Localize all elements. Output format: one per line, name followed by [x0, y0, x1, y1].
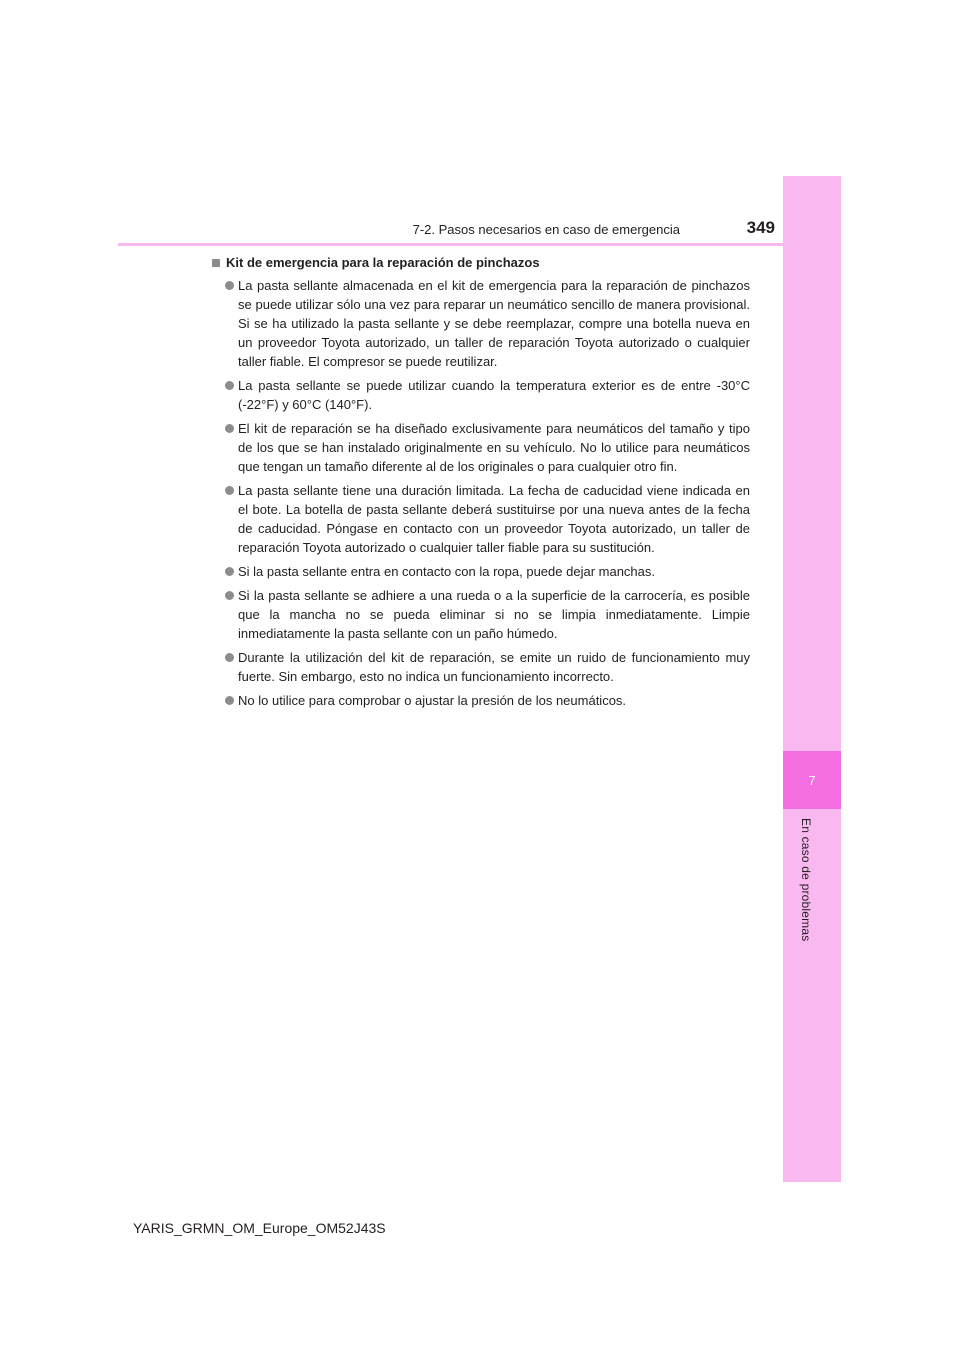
circle-bullet-icon	[225, 653, 234, 662]
circle-bullet-icon	[225, 567, 234, 576]
circle-bullet-icon	[225, 696, 234, 705]
circle-bullet-icon	[225, 281, 234, 290]
list-item: La pasta sellante se puede utilizar cuando la temperatura exterior es de entre -30°C (-22°F) y 60°C (140°F).	[211, 376, 750, 414]
document-code: YARIS_GRMN_OM_Europe_OM52J43S	[133, 1220, 386, 1236]
page-number: 349	[746, 218, 775, 237]
list-item: No lo utilice para comprobar o ajustar la presión de los neumáticos.	[211, 691, 750, 710]
list-item: La pasta sellante tiene una duración limitada. La fecha de caducidad viene indicada en el bote. La botella de pasta sellante deberá sustituirse por una nueva antes de la fecha de caducidad. Póngase en contacto con un proveedor Toyota autorizado, un taller de reparación Toyota autorizado o cualquier taller fiable para su sustitución.	[211, 481, 750, 557]
list-item: La pasta sellante almacenada en el kit de emergencia para la reparación de pinchazos se puede utilizar sólo una vez para reparar un neumático sencillo de manera provisional. Si se ha utilizado la pasta sellante y se debe reemplazar, compre una botella nueva en un proveedor Toyota autorizado, un taller de reparación Toyota autorizado o cualquier taller fiable. El compresor se puede reutilizar.	[211, 276, 750, 371]
circle-bullet-icon	[225, 591, 234, 600]
list-item: El kit de reparación se ha diseñado exclusivamente para neumáticos del tamaño y tipo de los que se han instalado originalmente en su vehículo. No lo utilice para neumáticos que tengan un tamaño diferente al de los originales o para cualquier otro fin.	[211, 419, 750, 476]
circle-bullet-icon	[225, 381, 234, 390]
list-item: Durante la utilización del kit de reparación, se emite un ruido de funcionamiento muy fuerte. Sin embargo, esto no indica un funcionamiento incorrecto.	[211, 648, 750, 686]
list-item: Si la pasta sellante se adhiere a una rueda o a la superficie de la carrocería, es posible que la mancha no se pueda eliminar si no se limpia inmediatamente. Limpie inmediatamente la pasta sellante con un paño húmedo.	[211, 586, 750, 643]
chapter-side-tab	[783, 176, 841, 1182]
square-bullet-icon	[212, 259, 220, 267]
section-title: 7-2. Pasos necesarios en caso de emergencia	[412, 222, 680, 237]
section-heading-text: Kit de emergencia para la reparación de pinchazos	[226, 255, 540, 270]
header-divider	[118, 243, 841, 246]
list-item: Si la pasta sellante entra en contacto con la ropa, puede dejar manchas.	[211, 562, 750, 581]
circle-bullet-icon	[225, 424, 234, 433]
circle-bullet-icon	[225, 486, 234, 495]
chapter-title: En caso de problemas	[799, 818, 813, 942]
chapter-number-badge: 7	[783, 751, 841, 809]
bullet-list	[211, 276, 750, 710]
main-content	[211, 254, 750, 715]
section-heading	[211, 254, 750, 272]
